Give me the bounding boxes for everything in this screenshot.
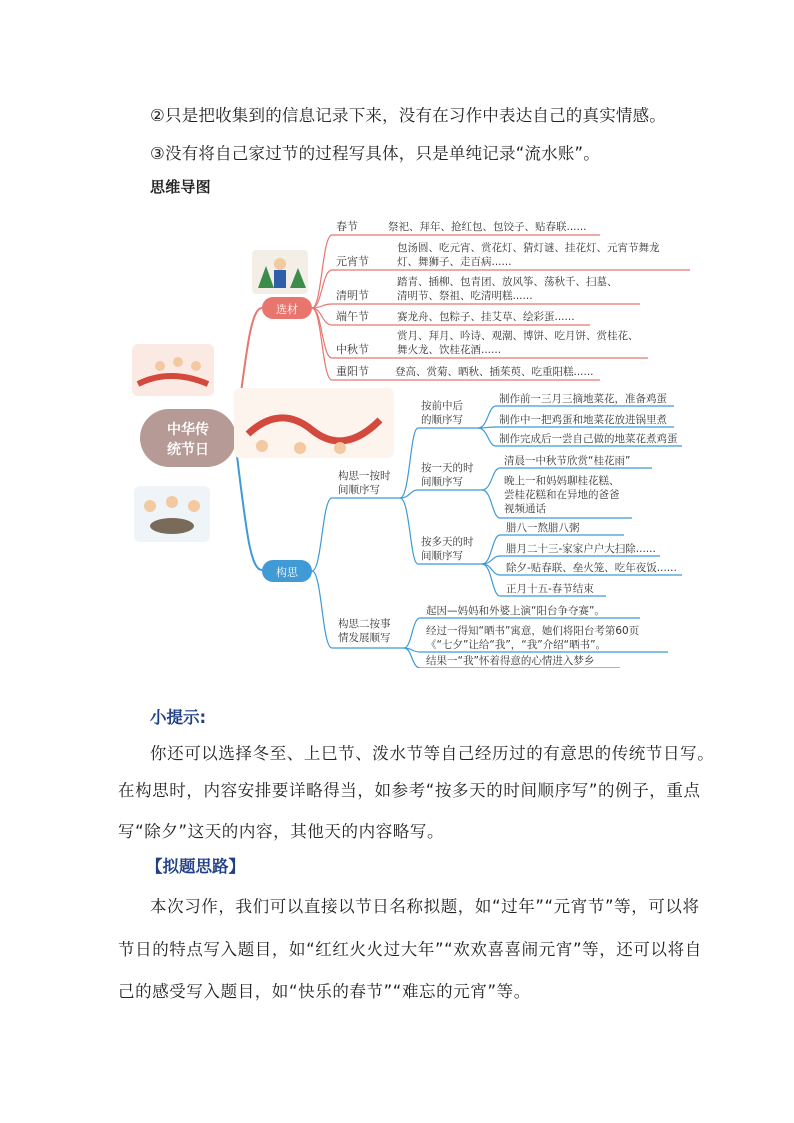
dragon-dance-illustration xyxy=(234,388,394,458)
event-item: 《“七夕”让给“我”，“我”介绍“晒书”。 xyxy=(426,639,607,651)
idea-title: 【拟题思路】 xyxy=(146,857,245,876)
festival-name: 元宵节 xyxy=(336,255,369,268)
order3-item: 除夕-贴春联、垒火笼、吃年夜饭...... xyxy=(506,562,677,574)
festival-name: 端午节 xyxy=(336,310,369,323)
order1-item: 制作前一三月三摘地菜花，准备鸡蛋 xyxy=(499,393,667,405)
center-line-1: 中华传 xyxy=(167,422,209,438)
family-meal-illustration xyxy=(134,486,210,542)
order2-item: 晚上一和妈妈聊桂花糕、 xyxy=(504,475,620,487)
order3-item: 腊月二十三-家家户户大扫除...... xyxy=(506,543,656,555)
branch-xuancai xyxy=(262,297,312,319)
festival-name: 重阳节 xyxy=(336,365,369,378)
order3-item: 腊八一熬腊八粥 xyxy=(506,522,580,534)
idea-line-3: 己的感受写入题目，如“快乐的春节”“难忘的元宵”等。 xyxy=(118,982,531,1001)
festival-name: 春节 xyxy=(336,220,358,233)
event-item: 经过一得知“晒书”寓意，她们将阳台考第60页 xyxy=(426,625,640,637)
branch-xuancai-label: 选材 xyxy=(276,303,298,316)
order3-label: 间顺序写 xyxy=(421,550,463,562)
idea-line-2: 节日的特点写入题目，如“红红火火过大年”“欢欢喜喜闹元宵”等，还可以将自 xyxy=(118,940,702,959)
festival-detail: 踏青、插柳、包青团、放风筝、荡秋千、扫墓、 xyxy=(397,276,618,288)
mind-map xyxy=(0,208,794,668)
festival-name: 清明节 xyxy=(336,289,369,302)
branch-gousi-label: 构思 xyxy=(276,566,298,579)
gousi2-label: 构思二按事 xyxy=(338,618,391,630)
gousi1-label: 构思一按时 xyxy=(338,470,391,482)
idea-line-1: 本次习作，我们可以直接以节日名称拟题，如“过年”“元宵节”等，可以将 xyxy=(150,897,700,916)
order2-item: 视频通话 xyxy=(504,503,546,515)
order1-item: 制作完成后一尝自己做的地菜花煮鸡蛋 xyxy=(499,433,678,445)
order3-item: 正月十五-春节结束 xyxy=(506,583,594,595)
tip-title: 小提示: xyxy=(150,708,207,727)
festival-detail: 登高、赏菊、晒秋、插茱萸、吃重阳糕...... xyxy=(395,366,594,378)
festival-detail: 祭祀、拜年、抢红包、包饺子、贴春联...... xyxy=(388,221,587,233)
event-item: 结果一“我”怀着得意的心情进入梦乡 xyxy=(426,655,595,667)
order2-label: 间顺序写 xyxy=(421,476,463,488)
festival-detail: 清明节、祭祖、吃清明糕...... xyxy=(397,290,533,302)
festival-name: 中秋节 xyxy=(336,343,369,356)
dragon-boat-illustration xyxy=(132,344,214,396)
tip-line-3: 写“除夕”这天的内容，其他天的内容略写。 xyxy=(118,822,445,841)
order1-label: 的顺序写 xyxy=(421,414,463,426)
intro-line-3: ③没有将自己家过节的过程写具体，只是单纯记录“流水账”。 xyxy=(150,144,600,163)
center-node xyxy=(140,409,236,467)
event-item: 起因—妈妈和外婆上演“阳台争夺赛”。 xyxy=(426,605,605,617)
tip-line-1: 你还可以选择冬至、上巳节、泼水节等自己经历过的有意思的传统节日写。 xyxy=(150,744,715,763)
mindmap-heading: 思维导图 xyxy=(150,178,211,196)
order2-label: 按一天的时 xyxy=(421,462,474,474)
festival-detail: 赏月、拜月、吟诗、观潮、博饼、吃月饼、赏桂花、 xyxy=(397,330,639,342)
family-illustration xyxy=(252,250,308,294)
order2-item: 清晨一中秋节欣赏“桂花雨” xyxy=(504,455,631,467)
order3-label: 按多天的时 xyxy=(421,536,474,548)
branch-gousi xyxy=(262,560,312,582)
intro-line-2: ②只是把收集到的信息记录下来，没有在习作中表达自己的真实情感。 xyxy=(150,106,666,125)
festival-detail: 灯、舞狮子、走百病...... xyxy=(397,256,512,268)
tip-line-2: 在构思时，内容安排要详略得当，如参考“按多天的时间顺序写”的例子，重点 xyxy=(118,781,701,800)
order1-label: 按前中后 xyxy=(421,400,463,412)
center-line-2: 统节日 xyxy=(167,442,209,458)
gousi1-label: 间顺序写 xyxy=(338,484,380,496)
order1-item: 制作中一把鸡蛋和地菜花放进锅里煮 xyxy=(499,414,667,426)
order2-item: 尝桂花糕和在异地的爸爸 xyxy=(504,489,620,501)
festival-detail: 赛龙舟、包粽子、挂艾草、绘彩蛋...... xyxy=(397,311,575,323)
gousi2-label: 情发展顺写 xyxy=(338,632,391,644)
festival-detail: 舞火龙、饮桂花酒...... xyxy=(397,344,502,356)
festival-detail: 包汤圆、吃元宵、赏花灯、猜灯谜、挂花灯、元宵节舞龙 xyxy=(397,242,660,254)
